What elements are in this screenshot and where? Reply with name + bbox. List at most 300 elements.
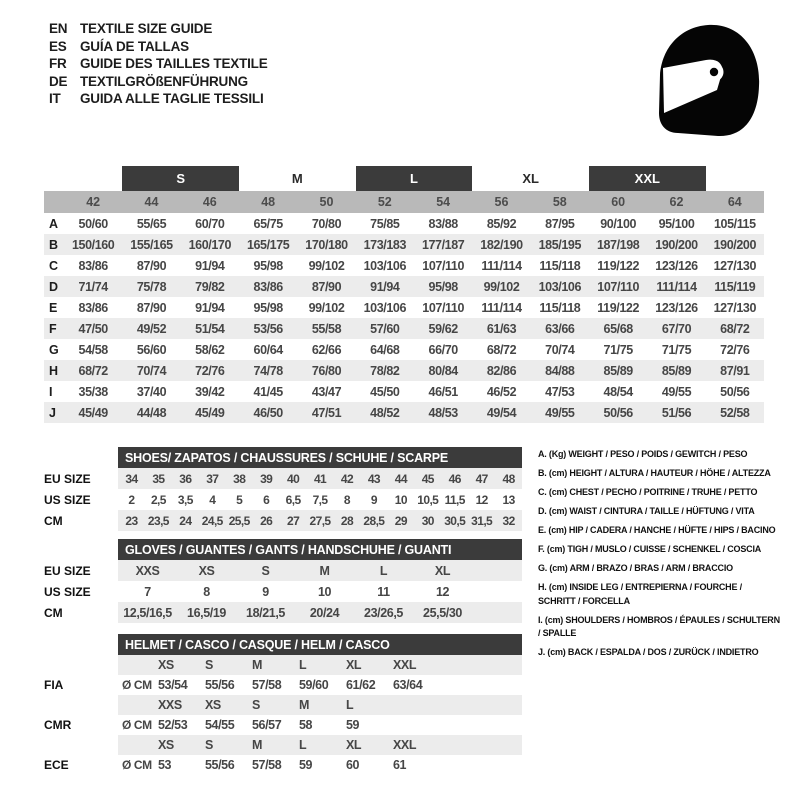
size-value-cell: 150/160 bbox=[71, 237, 115, 252]
size-value-cell: 185/195 bbox=[538, 237, 582, 252]
eu-size-header: 46 bbox=[202, 195, 217, 209]
size-cell: 57/58 bbox=[252, 758, 282, 772]
size-cell: 27,5 bbox=[309, 513, 331, 528]
size-value-cell: 190/200 bbox=[713, 237, 757, 252]
size-value-cell: 111/114 bbox=[656, 279, 697, 294]
size-value-cell: 111/114 bbox=[481, 258, 522, 273]
size-cell: M bbox=[252, 658, 263, 672]
size-value-cell: 61/63 bbox=[486, 321, 517, 336]
language-row bbox=[49, 55, 268, 73]
size-value-cell: 65/68 bbox=[603, 321, 633, 336]
size-cell: 3,5 bbox=[177, 492, 193, 507]
size-cell: 16,5/19 bbox=[187, 605, 226, 620]
size-value-cell: 35/38 bbox=[78, 384, 108, 399]
size-cell: 52/53 bbox=[158, 718, 188, 732]
diameter-unit-label bbox=[118, 655, 158, 675]
measurement-key: G bbox=[49, 342, 59, 357]
language-label: GUIDA ALLE TAGLIE TESSILI bbox=[80, 91, 264, 107]
standard-label: ECE bbox=[44, 758, 69, 772]
size-cell: 56/57 bbox=[252, 718, 282, 732]
size-cell: 38 bbox=[233, 471, 246, 486]
helmet-size-table bbox=[44, 634, 522, 775]
size-value-cell: 95/98 bbox=[428, 279, 458, 294]
measurement-key: I bbox=[49, 384, 53, 399]
size-cell: XL bbox=[346, 658, 362, 672]
size-cell: 30 bbox=[421, 513, 434, 528]
size-cell: 10,5 bbox=[417, 492, 439, 507]
legend-item: I. (cm) SHOULDERS / HOMBROS / ÉPAULES / SCHULTERN / SPALLE bbox=[538, 614, 780, 638]
legend-item: H. (cm) INSIDE LEG / ENTREPIERNA / FOURCHE / SCHRITT / FORCELLA bbox=[538, 582, 742, 606]
size-value-cell: 57/60 bbox=[370, 321, 400, 336]
size-cell: 29 bbox=[394, 513, 407, 528]
size-value-cell: 52/58 bbox=[720, 405, 750, 420]
size-cell: XS bbox=[198, 563, 215, 578]
standard-label: FIA bbox=[44, 678, 64, 692]
size-value-cell: 71/74 bbox=[78, 279, 108, 294]
size-value-cell: 95/98 bbox=[253, 300, 283, 315]
row-label: EU SIZE bbox=[44, 471, 91, 486]
size-cell: 6 bbox=[263, 492, 270, 507]
size-cell bbox=[393, 695, 440, 715]
diameter-unit-label bbox=[118, 695, 158, 715]
size-cell: 5 bbox=[236, 492, 243, 507]
size-cell: 40 bbox=[287, 471, 300, 486]
size-cell: 37 bbox=[206, 471, 219, 486]
size-value-cell: 87/95 bbox=[545, 216, 575, 231]
language-title-block bbox=[49, 20, 268, 108]
measurement-row bbox=[44, 318, 764, 339]
size-value-cell: 99/102 bbox=[308, 258, 345, 273]
eu-size-header: 48 bbox=[261, 195, 276, 209]
eu-size-band bbox=[44, 191, 764, 213]
spacer bbox=[440, 735, 522, 755]
size-value-cell: 48/53 bbox=[428, 405, 458, 420]
eu-size-header: 44 bbox=[144, 195, 159, 209]
size-cell: 28,5 bbox=[363, 513, 385, 528]
measurement-row bbox=[44, 297, 764, 318]
table-row bbox=[44, 675, 522, 695]
measurement-key: J bbox=[49, 405, 56, 420]
table-row bbox=[44, 695, 522, 715]
size-value-cell: 84/88 bbox=[545, 363, 575, 378]
size-cell: XS bbox=[158, 738, 174, 752]
row-label: CM bbox=[44, 513, 63, 528]
measurement-key: F bbox=[49, 321, 57, 336]
size-cell: 55/56 bbox=[205, 678, 235, 692]
size-cell: 10 bbox=[394, 492, 407, 507]
size-value-cell: 67/70 bbox=[661, 321, 692, 336]
size-value-cell: 68/72 bbox=[486, 342, 517, 357]
size-cell: 30,5 bbox=[444, 513, 466, 528]
language-label: TEXTILGRÖßENFÜHRUNG bbox=[80, 73, 248, 89]
size-value-cell: 71/75 bbox=[661, 342, 692, 357]
size-value-cell: 74/78 bbox=[253, 363, 283, 378]
size-value-cell: 87/90 bbox=[136, 300, 167, 315]
size-label-s: S bbox=[122, 166, 239, 191]
row-label: EU SIZE bbox=[44, 563, 91, 578]
standard-label bbox=[44, 655, 118, 675]
size-value-cell: 58/62 bbox=[195, 342, 225, 357]
language-row bbox=[49, 73, 268, 91]
size-value-cell: 43/47 bbox=[311, 384, 342, 399]
measurement-key: C bbox=[49, 258, 59, 273]
legend-item: F. (cm) TIGH / MUSLO / CUISSE / SCHENKEL / COSCIA bbox=[538, 544, 762, 554]
gloves-size-table bbox=[44, 539, 522, 623]
size-value-cell: 75/85 bbox=[370, 216, 400, 231]
gloves-section-title: GLOVES / GUANTES / GANTS / HANDSCHUHE / GUANTI bbox=[118, 539, 522, 560]
size-cell: 9 bbox=[262, 584, 269, 599]
size-value-cell: 37/40 bbox=[136, 384, 167, 399]
size-cell: 23/26,5 bbox=[364, 605, 403, 620]
size-value-cell: 70/74 bbox=[545, 342, 575, 357]
table-row bbox=[44, 602, 522, 623]
spacer bbox=[440, 655, 522, 675]
size-cell: 42 bbox=[340, 471, 354, 486]
standard-label: CMR bbox=[44, 718, 72, 732]
size-label-m: M bbox=[291, 171, 303, 186]
size-value-cell: 68/72 bbox=[720, 321, 750, 336]
size-value-cell: 103/106 bbox=[538, 279, 582, 294]
size-cell: 2 bbox=[128, 492, 135, 507]
table-row bbox=[44, 581, 522, 602]
size-value-cell: 68/72 bbox=[78, 363, 108, 378]
size-value-cell: 49/55 bbox=[545, 405, 575, 420]
gloves-rows bbox=[44, 560, 522, 623]
size-value-cell: 83/88 bbox=[428, 216, 458, 231]
size-value-cell: 65/75 bbox=[253, 216, 283, 231]
size-value-cell: 111/114 bbox=[481, 300, 522, 315]
size-value-cell: 87/90 bbox=[136, 258, 167, 273]
size-cell: S bbox=[205, 658, 213, 672]
size-value-cell: 51/56 bbox=[661, 405, 692, 420]
size-value-cell: 49/54 bbox=[486, 405, 517, 420]
measurement-rows bbox=[44, 213, 764, 423]
standard-label bbox=[44, 735, 118, 755]
eu-size-header: 62 bbox=[669, 195, 684, 209]
size-cell: XXL bbox=[393, 658, 417, 672]
size-value-cell: 80/84 bbox=[428, 363, 458, 378]
language-row bbox=[49, 38, 268, 56]
size-cell: 32 bbox=[502, 513, 515, 528]
size-value-cell: 99/102 bbox=[483, 279, 520, 294]
size-cell bbox=[393, 715, 440, 735]
size-cell: XXS bbox=[158, 698, 182, 712]
size-value-cell: 46/51 bbox=[428, 384, 458, 399]
size-cell: 46 bbox=[448, 471, 461, 486]
textile-size-table bbox=[44, 166, 764, 423]
size-cell: 36 bbox=[179, 471, 192, 486]
size-value-cell: 70/74 bbox=[136, 363, 167, 378]
size-value-cell: 70/80 bbox=[311, 216, 342, 231]
size-cell: 7,5 bbox=[312, 492, 328, 507]
language-row bbox=[49, 90, 268, 108]
eu-size-header: 54 bbox=[436, 195, 451, 209]
size-value-cell: 48/54 bbox=[603, 384, 633, 399]
size-cell: 23,5 bbox=[147, 513, 169, 528]
size-value-cell: 190/200 bbox=[655, 237, 698, 252]
size-value-cell: 54/58 bbox=[78, 342, 108, 357]
size-value-cell: 71/75 bbox=[603, 342, 633, 357]
size-cell: 61/62 bbox=[346, 678, 376, 692]
size-value-cell: 53/56 bbox=[253, 321, 283, 336]
legend-item: B. (cm) HEIGHT / ALTURA / HAUTEUR / HÖHE / ALTEZZA bbox=[538, 468, 771, 478]
size-cell: L bbox=[299, 738, 307, 752]
eu-size-header: 58 bbox=[552, 195, 567, 209]
size-value-cell: 103/106 bbox=[363, 300, 407, 315]
row-label: US SIZE bbox=[44, 492, 91, 507]
size-value-cell: 105/115 bbox=[713, 216, 756, 231]
size-cell: XS bbox=[158, 658, 174, 672]
size-value-cell: 51/54 bbox=[195, 321, 225, 336]
table-row bbox=[44, 468, 522, 489]
size-cell: 59 bbox=[346, 718, 360, 732]
eu-size-header: 64 bbox=[727, 195, 742, 209]
size-cell: 35 bbox=[152, 471, 165, 486]
shoes-section-title: SHOES/ ZAPATOS / CHAUSSURES / SCHUHE / SCARPE bbox=[118, 447, 522, 468]
language-code: IT bbox=[49, 91, 61, 107]
size-cell: 26 bbox=[260, 513, 273, 528]
shoes-rows bbox=[44, 468, 522, 531]
legend-item: D. (cm) WAIST / CINTURA / TAILLE / HÜFTUNG / VITA bbox=[538, 506, 755, 516]
size-value-cell: 46/52 bbox=[486, 384, 517, 399]
eu-size-header: 50 bbox=[319, 195, 334, 209]
size-cell: 27 bbox=[287, 513, 300, 528]
size-cell: 24,5 bbox=[201, 513, 223, 528]
legend-item: E. (cm) HIP / CADERA / HANCHE / HÜFTE / HIPS / BACINO bbox=[538, 525, 776, 535]
eu-size-header: 52 bbox=[377, 195, 392, 209]
measurement-key: B bbox=[49, 237, 59, 252]
size-cell: 59 bbox=[299, 758, 313, 772]
size-cell: 12 bbox=[475, 492, 488, 507]
size-cell: 25,5 bbox=[228, 513, 250, 528]
size-cell: S bbox=[261, 563, 270, 578]
spacer bbox=[440, 715, 522, 735]
size-cell: 25,5/30 bbox=[423, 605, 462, 620]
size-cell: 11,5 bbox=[444, 492, 465, 507]
size-value-cell: 115/119 bbox=[714, 279, 756, 294]
size-value-cell: 91/94 bbox=[195, 258, 225, 273]
size-value-cell: 165/175 bbox=[246, 237, 290, 252]
measurement-key: H bbox=[49, 363, 59, 378]
size-value-cell: 49/55 bbox=[661, 384, 692, 399]
size-value-cell: 85/92 bbox=[486, 216, 517, 231]
size-value-cell: 177/187 bbox=[421, 237, 465, 252]
size-cell: XXS bbox=[135, 563, 160, 578]
size-cell: M bbox=[319, 563, 330, 578]
size-value-cell: 66/70 bbox=[428, 342, 458, 357]
measurement-row bbox=[44, 255, 764, 276]
measurement-legend bbox=[538, 448, 781, 665]
size-value-cell: 187/198 bbox=[596, 237, 640, 252]
size-value-cell: 170/180 bbox=[305, 237, 348, 252]
diameter-unit-label bbox=[118, 735, 158, 755]
size-value-cell: 103/106 bbox=[363, 258, 407, 273]
size-cell: 41 bbox=[313, 471, 327, 486]
size-value-cell: 173/183 bbox=[363, 237, 407, 252]
size-cell: S bbox=[205, 738, 213, 752]
size-cell: XL bbox=[346, 738, 362, 752]
size-value-cell: 50/56 bbox=[720, 384, 750, 399]
size-cell: XS bbox=[205, 698, 221, 712]
size-value-cell: 82/86 bbox=[486, 363, 517, 378]
eu-size-header: 60 bbox=[611, 195, 626, 209]
size-cell: M bbox=[252, 738, 263, 752]
measurement-row bbox=[44, 234, 764, 255]
measurement-row bbox=[44, 381, 764, 402]
size-value-cell: 95/100 bbox=[658, 216, 695, 231]
size-cell: 4 bbox=[209, 492, 216, 507]
measurement-key: A bbox=[49, 216, 59, 231]
helmet-section-title: HELMET / CASCO / CASQUE / HELM / CASCO bbox=[118, 634, 522, 655]
size-cell: 18/21,5 bbox=[246, 605, 285, 620]
size-value-cell: 47/51 bbox=[311, 405, 342, 420]
size-value-cell: 45/49 bbox=[78, 405, 108, 420]
legend-item: C. (cm) CHEST / PECHO / POITRINE / TRUHE / PETTO bbox=[538, 487, 758, 497]
size-cell: 53 bbox=[158, 758, 172, 772]
size-cell: XL bbox=[434, 563, 451, 578]
size-value-cell: 107/110 bbox=[422, 300, 464, 315]
size-value-cell: 60/64 bbox=[253, 342, 283, 357]
size-value-cell: 160/170 bbox=[188, 237, 232, 252]
size-value-cell: 107/110 bbox=[597, 279, 639, 294]
size-value-cell: 41/45 bbox=[253, 384, 283, 399]
size-cell: 8 bbox=[203, 584, 210, 599]
size-value-cell: 48/52 bbox=[370, 405, 400, 420]
size-value-cell: 49/52 bbox=[136, 321, 167, 336]
language-row bbox=[49, 20, 268, 38]
measurement-row bbox=[44, 276, 764, 297]
size-value-cell: 83/86 bbox=[78, 258, 108, 273]
size-cell: 11 bbox=[377, 584, 390, 599]
table-row bbox=[44, 755, 522, 775]
spacer bbox=[472, 581, 522, 602]
size-value-cell: 99/102 bbox=[308, 300, 345, 315]
size-value-cell: 47/50 bbox=[78, 321, 108, 336]
size-cell: 61 bbox=[393, 758, 407, 772]
size-value-cell: 79/82 bbox=[195, 279, 225, 294]
table-row bbox=[44, 560, 522, 581]
size-value-cell: 39/42 bbox=[195, 384, 225, 399]
size-value-cell: 76/80 bbox=[311, 363, 342, 378]
size-cell: 63/64 bbox=[393, 678, 423, 692]
size-cell: 47 bbox=[475, 471, 488, 486]
spacer bbox=[44, 166, 122, 191]
size-value-cell: 91/94 bbox=[370, 279, 400, 294]
size-cell: L bbox=[379, 563, 388, 578]
measurement-row bbox=[44, 360, 764, 381]
size-cell: 24 bbox=[179, 513, 192, 528]
size-value-cell: 45/49 bbox=[195, 405, 225, 420]
size-value-cell: 64/68 bbox=[370, 342, 400, 357]
size-cell: 28 bbox=[340, 513, 354, 528]
size-cell: 55/56 bbox=[205, 758, 235, 772]
size-value-cell: 95/98 bbox=[253, 258, 283, 273]
language-code: EN bbox=[49, 21, 68, 36]
size-cell: 54/55 bbox=[205, 718, 235, 732]
size-cell: 59/60 bbox=[299, 678, 329, 692]
size-label-xl: XL bbox=[522, 171, 539, 186]
legend-item: G. (cm) ARM / BRAZO / BRAS / ARM / BRACCIO bbox=[538, 563, 733, 573]
size-cell: 12 bbox=[435, 584, 450, 599]
table-row bbox=[44, 715, 522, 735]
row-label: US SIZE bbox=[44, 584, 91, 599]
size-label-xxl: XXL bbox=[589, 166, 706, 191]
size-value-cell: 44/48 bbox=[136, 405, 167, 420]
size-value-cell: 119/122 bbox=[597, 258, 639, 273]
size-cell: 39 bbox=[260, 471, 273, 486]
row-label: CM bbox=[44, 605, 63, 620]
eu-size-header: 56 bbox=[494, 195, 509, 209]
spacer bbox=[440, 755, 522, 775]
size-value-cell: 127/130 bbox=[713, 258, 757, 273]
shoes-size-table bbox=[44, 447, 522, 531]
size-value-cell: 87/90 bbox=[311, 279, 342, 294]
size-value-cell: 119/122 bbox=[597, 300, 639, 315]
measurement-row bbox=[44, 402, 764, 423]
size-value-cell: 46/50 bbox=[253, 405, 283, 420]
table-row bbox=[44, 489, 522, 510]
size-cell: S bbox=[252, 698, 260, 712]
spacer bbox=[706, 166, 764, 191]
size-cell: L bbox=[346, 698, 354, 712]
size-value-cell: 123/126 bbox=[655, 258, 698, 273]
size-value-cell: 78/82 bbox=[370, 363, 400, 378]
size-value-cell: 56/60 bbox=[136, 342, 167, 357]
size-cell: L bbox=[299, 658, 307, 672]
legend-item: J. (cm) BACK / ESPALDA / DOS / ZURÜCK / INDIETRO bbox=[538, 647, 759, 657]
measurement-key: D bbox=[49, 279, 59, 294]
size-value-cell: 90/100 bbox=[600, 216, 637, 231]
measurement-key: E bbox=[49, 300, 58, 315]
size-cell: 8 bbox=[343, 492, 350, 507]
size-value-cell: 55/58 bbox=[311, 321, 342, 336]
size-value-cell: 62/66 bbox=[311, 342, 342, 357]
size-value-cell: 55/65 bbox=[136, 216, 167, 231]
size-cell: 13 bbox=[502, 492, 515, 507]
spacer bbox=[440, 675, 522, 695]
measurement-row bbox=[44, 339, 764, 360]
spacer bbox=[472, 560, 522, 581]
table-row bbox=[44, 655, 522, 675]
diameter-unit-label: Ø CM bbox=[122, 678, 152, 692]
size-value-cell: 83/86 bbox=[253, 279, 283, 294]
size-value-cell: 83/86 bbox=[78, 300, 108, 315]
language-label: GUÍA DE TALLAS bbox=[80, 38, 189, 54]
size-cell: 23 bbox=[125, 513, 138, 528]
size-value-cell: 59/62 bbox=[428, 321, 458, 336]
size-cell: 31,5 bbox=[471, 513, 493, 528]
size-value-cell: 85/89 bbox=[603, 363, 633, 378]
size-value-cell: 87/91 bbox=[720, 363, 750, 378]
size-cell: 6,5 bbox=[285, 492, 301, 507]
spacer bbox=[44, 191, 64, 213]
size-value-cell: 50/60 bbox=[78, 216, 108, 231]
size-value-cell: 91/94 bbox=[195, 300, 225, 315]
size-cell: 44 bbox=[394, 471, 407, 486]
size-value-cell: 127/130 bbox=[713, 300, 757, 315]
size-cell: 12,5/16,5 bbox=[123, 605, 172, 620]
size-cell: 7 bbox=[144, 584, 151, 599]
size-value-cell: 72/76 bbox=[195, 363, 225, 378]
size-cell: 48 bbox=[502, 471, 515, 486]
size-label-l: L bbox=[356, 166, 473, 191]
size-cell: 58 bbox=[299, 718, 313, 732]
eu-size-header: 42 bbox=[86, 195, 101, 209]
size-value-cell: 45/50 bbox=[370, 384, 400, 399]
size-cell: 53/54 bbox=[158, 678, 188, 692]
size-value-cell: 60/70 bbox=[195, 216, 225, 231]
size-cell: 45 bbox=[421, 471, 434, 486]
